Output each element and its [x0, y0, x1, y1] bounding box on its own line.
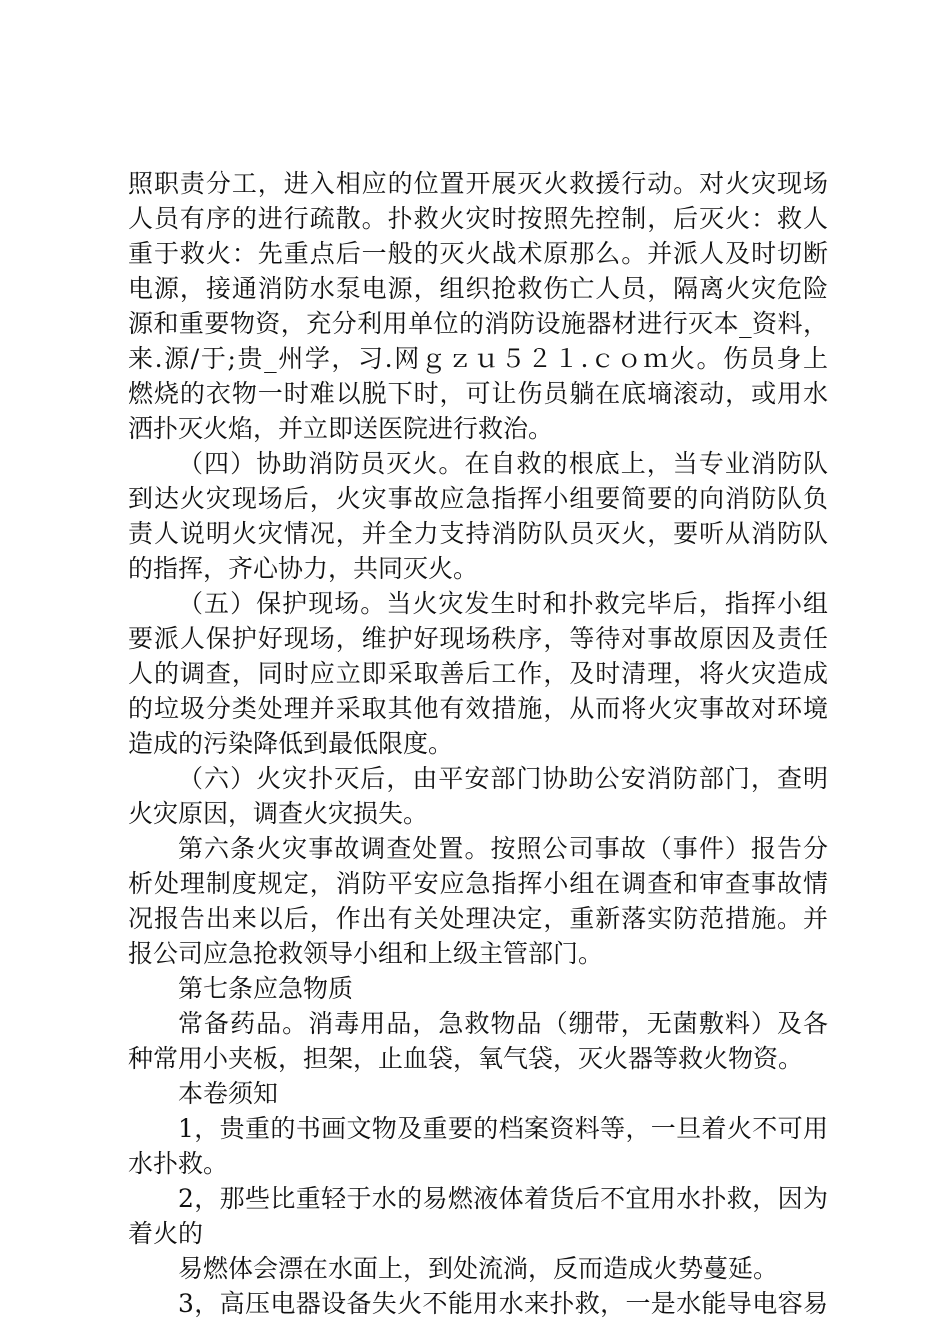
paragraph-six-start: （六）火灾扑灭后，由平安部门协助公安消防部门，查明 — [178, 764, 828, 793]
note-two-start: 2，那些比重轻于水的易燃液体着货后不宜用水扑救，因为 — [178, 1184, 828, 1213]
text-line: 易燃体会漂在水面上，到处流淌，反而造成火势蔓延。 — [178, 1254, 779, 1283]
note-three-start: 3，高压电器设备失火不能用水来扑救，一是水能导电容易 — [178, 1289, 828, 1318]
notes-heading: 本卷须知 — [178, 1079, 279, 1108]
text-line: 火灾原因，调查火灾损失。 — [128, 799, 429, 828]
text-line: 到达火灾现场后，火灾事故应急指挥小组要简要的向消防队负 — [128, 484, 828, 513]
supplies-paragraph-start: 常备药品。消毒用品，急救物品（绷带，无菌敷料）及各 — [178, 1009, 828, 1038]
text-line: 来.源/于;贵_州学，习.网ｇｚｕ５２１.ｃｏｍ火。伤员身上 — [128, 344, 828, 373]
text-line: 源和重要物资，充分利用单位的消防设施器材进行灭本_资料， — [128, 309, 828, 338]
text-line: 燃烧的衣物一时难以脱下时，可让伤员躺在底墒滚动，或用水 — [128, 379, 828, 408]
text-line: 报公司应急抢救领导小组和上级主管部门。 — [128, 939, 604, 968]
text-line: 人员有序的进行疏散。扑救火灾时按照先控制，后灭火：救人 — [128, 204, 828, 233]
text-line: 要派人保护好现场，维护好现场秩序，等待对事故原因及责任 — [128, 624, 828, 653]
text-line: 责人说明火灾情况，并全力支持消防队员灭火，要听从消防队 — [128, 519, 828, 548]
text-line: 造成的污染降低到最低限度。 — [128, 729, 454, 758]
text-line: 析处理制度规定，消防平安应急指挥小组在调查和审查事故情 — [128, 869, 828, 898]
paragraph-four-start: （四）协助消防员灭火。在自救的根底上，当专业消防队 — [178, 449, 828, 478]
article-seven-heading: 第七条应急物质 — [178, 974, 354, 1003]
text-line: 水扑救。 — [128, 1149, 229, 1178]
text-line: 照职责分工，进入相应的位置开展灭火救援行动。对火灾现场 — [128, 169, 828, 198]
text-line: 着火的 — [128, 1219, 204, 1248]
article-six-start: 第六条火灾事故调查处置。按照公司事故（事件）报告分 — [178, 834, 828, 863]
text-line: 人的调查，同时应立即采取善后工作，及时清理，将火灾造成 — [128, 659, 828, 688]
text-line: 的指挥，齐心协力，共同灭火。 — [128, 554, 479, 583]
text-line: 洒扑灭火焰，并立即送医院进行救治。 — [128, 414, 554, 443]
text-line: 况报告出来以后，作出有关处理决定，重新落实防范措施。并 — [128, 904, 828, 933]
note-one-start: 1，贵重的书画文物及重要的档案资料等，一旦着火不可用 — [178, 1114, 828, 1143]
document-body — [128, 166, 828, 1321]
text-line: 重于救火：先重点后一般的灭火战术原那么。并派人及时切断 — [128, 239, 828, 268]
text-line: 的垃圾分类处理并采取其他有效措施，从而将火灾事故对环境 — [128, 694, 828, 723]
paragraph-five-start: （五）保护现场。当火灾发生时和扑救完毕后，指挥小组 — [178, 589, 828, 618]
text-line: 种常用小夹板，担架，止血袋，氧气袋，灭火器等救火物资。 — [128, 1044, 804, 1073]
text-line: 电源，接通消防水泵电源，组织抢救伤亡人员，隔离火灾危险 — [128, 274, 828, 303]
